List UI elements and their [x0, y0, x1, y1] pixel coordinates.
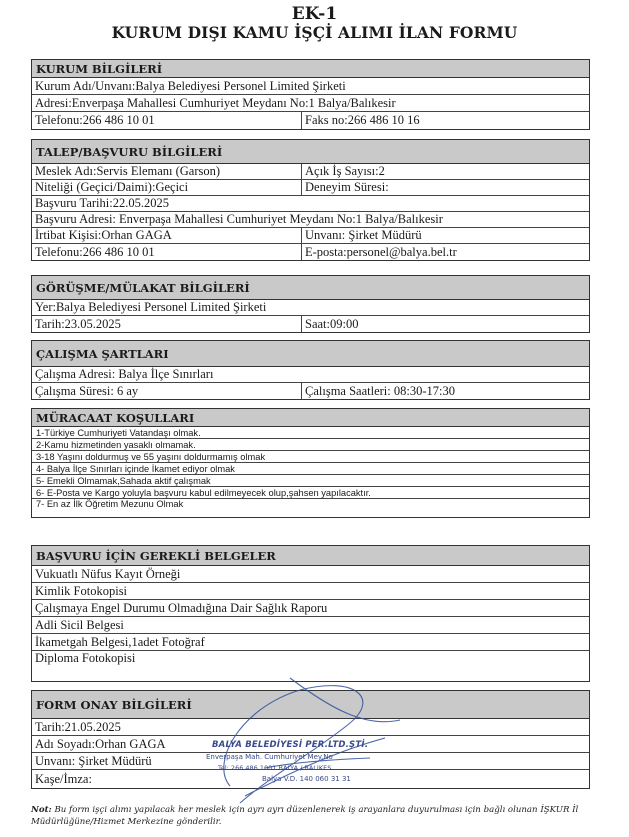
document-text: Çalışmaya Engel Durumu Olmadığına Dair Sağlık Raporu — [35, 600, 328, 615]
list-item — [32, 617, 589, 634]
calisma-adresi: Çalışma Adresi: Balya İlçe Sınırları — [35, 367, 214, 381]
irtibat-unvan: Unvanı: Şirket Müdürü — [305, 228, 422, 242]
section-kurum — [31, 59, 590, 130]
document-text: Kimlik Fotokopisi — [35, 583, 128, 598]
section-heading: GÖRÜŞME/MÜLAKAT BİLGİLERİ — [32, 276, 589, 300]
table-row — [32, 367, 589, 383]
condition-text: 7- En az İlk Öğretim Mezunu Olmak — [36, 499, 184, 509]
list-item — [32, 583, 589, 600]
calisma-suresi: Çalışma Süresi: 6 ay — [32, 383, 302, 399]
list-item — [32, 463, 589, 475]
basvuru-adresi: Başvuru Adresi: Enverpaşa Mahallesi Cumhuriyet Meydanı No:1 Balya/Balıkesir — [35, 212, 443, 226]
section-heading: BAŞVURU İÇİN GEREKLİ BELGELER — [32, 546, 589, 566]
document-text: İkametgah Belgesi,1adet Fotoğraf — [35, 634, 205, 649]
basvuru-tarihi: Başvuru Tarihi:22.05.2025 — [35, 196, 169, 210]
list-item — [32, 634, 589, 651]
onay-kase: Kaşe/İmza: — [35, 771, 92, 786]
stamp-line: Tel: 266 486 1001 BALYA / BALIKES — [218, 764, 332, 772]
calisma-saatleri: Çalışma Saatleri: 08:30-17:30 — [305, 383, 455, 398]
list-item — [32, 600, 589, 617]
list-item — [32, 475, 589, 487]
footer-note — [31, 804, 601, 828]
condition-text: 4- Balya İlçe Sınırları içinde İkamet ediyor olmak — [36, 463, 235, 474]
condition-text: 3-18 Yaşını doldurmuş ve 55 yaşını doldurmamış olmak — [36, 451, 266, 462]
table-row — [32, 228, 589, 244]
list-item — [32, 451, 589, 463]
table-row — [32, 112, 589, 129]
condition-text: 5- Emekli Olmamak,Sahada aktif çalışmak — [36, 475, 211, 486]
stamp-line: Balya V.D. 140 060 31 31 — [262, 775, 351, 783]
table-row — [32, 196, 589, 212]
list-item — [32, 487, 589, 499]
condition-text: 1-Türkiye Cumhuriyeti Vatandaşı olmak. — [36, 427, 201, 438]
note-label: Not: — [31, 805, 52, 815]
kurum-name: Kurum Adı/Unvanı:Balya Belediyesi Personel Limited Şirketi — [35, 78, 346, 93]
list-item — [32, 427, 589, 439]
table-row — [32, 316, 589, 332]
stamp-line: BALYA BELEDİYESİ PER.LTD.ŞTİ. — [212, 740, 369, 750]
list-item — [32, 566, 589, 583]
list-item — [32, 499, 589, 517]
stamp-line: Enverpaşa Mah. Cumhuriyet Mey.No — [206, 753, 333, 761]
kurum-fax: Faks no:266 486 10 16 — [305, 113, 420, 127]
table-row — [32, 180, 589, 196]
deneyim-suresi: Deneyim Süresi: — [305, 180, 389, 194]
section-calisma — [31, 340, 590, 400]
talep-eposta: E-posta:personel@balya.bel.tr — [305, 244, 457, 259]
talep-telefon: Telefonu:266 486 10 01 — [32, 244, 302, 260]
table-row — [32, 244, 589, 260]
irtibat-kisisi: İrtibat Kişisi:Orhan GAGA — [32, 228, 302, 243]
section-heading: KURUM BİLGİLERİ — [32, 60, 589, 78]
onay-adsoyad: Adı Soyadı:Orhan GAGA — [35, 736, 166, 751]
section-heading: ÇALIŞMA ŞARTLARI — [32, 341, 589, 367]
meslek-adi: Meslek Adı:Servis Elemanı (Garson) — [32, 164, 302, 179]
list-item — [32, 439, 589, 451]
kurum-phone: Telefonu:266 486 10 01 — [32, 112, 302, 129]
table-row — [32, 95, 589, 112]
signature-scribble — [170, 668, 420, 818]
acik-is-sayisi: Açık İş Sayısı:2 — [305, 164, 385, 178]
onay-unvan: Unvanı: Şirket Müdürü — [35, 753, 152, 768]
condition-text: 2-Kamu hizmetinden yasaklı olmamak. — [36, 439, 196, 450]
kurum-address: Adresi:Enverpaşa Mahallesi Cumhuriyet Meydanı No:1 Balya/Balıkesir — [35, 95, 396, 110]
section-gorusme — [31, 275, 590, 333]
document-text: Diploma Fotokopisi — [35, 651, 136, 665]
section-heading: MÜRACAAT KOŞULLARI — [32, 409, 589, 427]
document-text: Adli Sicil Belgesi — [35, 617, 124, 632]
table-row — [32, 78, 589, 95]
table-row — [32, 300, 589, 316]
section-heading: FORM ONAY BİLGİLERİ — [32, 691, 589, 719]
form-code: EK-1 — [291, 4, 338, 24]
document-text: Vukuatlı Nüfus Kayıt Örneği — [35, 566, 181, 581]
table-row — [32, 164, 589, 180]
note-text: Bu form işçi alımı yapılacak her meslek için ayrı ayrı düzenlenerek iş arayanlara duyurulması için bağlı olunan İŞKUR İl Müdürlüğüne/Hizmet Merkezine gönderilir. — [31, 805, 579, 827]
gorusme-tarih: Tarih:23.05.2025 — [32, 316, 302, 332]
section-muracaat — [31, 408, 590, 518]
condition-text: 6- E-Posta ve Kargo yoluyla başvuru kabul edilmeyecek olup,şahsen yapılacaktır. — [36, 487, 371, 498]
section-talep — [31, 139, 590, 261]
gorusme-saat: Saat:09:00 — [305, 316, 359, 331]
table-row — [32, 212, 589, 228]
table-row — [32, 383, 589, 399]
form-title: KURUM DIŞI KAMU İŞÇİ ALIMI İLAN FORMU — [111, 23, 518, 42]
section-belgeler — [31, 545, 590, 682]
section-heading: TALEP/BAŞVURU BİLGİLERİ — [32, 140, 589, 164]
gorusme-yer: Yer:Balya Belediyesi Personel Limited Şirketi — [35, 300, 267, 314]
nitelik: Niteliği (Geçici/Daimi):Geçici — [32, 180, 302, 195]
onay-tarih: Tarih:21.05.2025 — [35, 719, 121, 734]
